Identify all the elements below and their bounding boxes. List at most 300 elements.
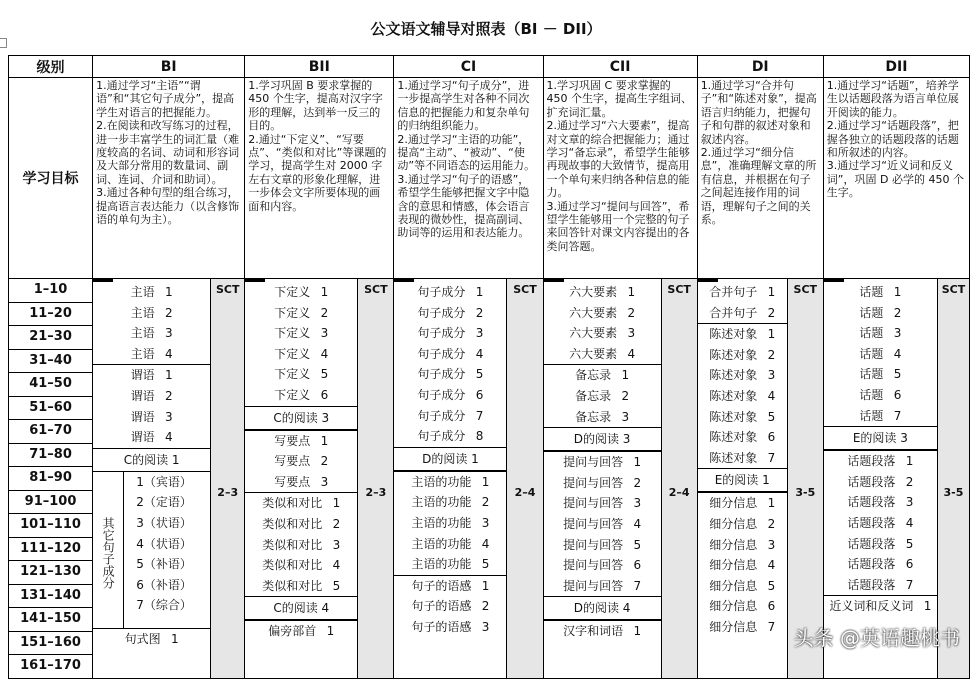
lesson-name: 话题段落: [847, 474, 896, 489]
goal-text: 2.通过学习“话题段落”，把握各独立的话题段落的话题和所叙述的内容。: [826, 119, 959, 160]
item-group: [93, 282, 210, 364]
syllabus-table: [8, 55, 970, 679]
lesson-name: 句子的语感: [411, 619, 472, 634]
lesson-name: 主语: [130, 305, 155, 320]
lesson-item: [394, 554, 506, 575]
lesson-item: [245, 282, 357, 303]
lesson-number: 5: [475, 367, 484, 382]
lesson-number: 3: [627, 326, 636, 341]
lesson-number: 1: [481, 474, 490, 489]
lesson-number: 3: [893, 326, 902, 341]
lesson-number: 2: [627, 305, 636, 320]
lesson-number: 2: [767, 305, 776, 320]
lesson-name: 陈述对象: [709, 347, 758, 362]
lesson-number: 2: [165, 305, 173, 320]
lesson-number: 3: [475, 326, 484, 341]
lesson-item: [824, 344, 937, 365]
header-row: [9, 56, 970, 78]
goal-text: 2.通过学习“六大要素”，提高对文章的综合把握能力；通过学习“备忘录”，希望学生能够再现故事的大致情节，提高用一个单句来归纳各种信息的能力。: [546, 119, 690, 200]
lesson-item: [245, 344, 357, 365]
goal-text: 1.通过学习“合并句子”和“陈述对象”，提高语言归纳能力，把握句子和句群的叙述对象和叙述内容。: [700, 79, 817, 146]
sct-range: 3-5: [795, 486, 816, 499]
lesson-item: [245, 472, 357, 493]
lesson-item: [544, 365, 661, 386]
lesson-name: 句子成分: [417, 326, 466, 341]
reading-item: D的阅读 3: [544, 427, 661, 451]
lesson-name: 类似和对比: [262, 496, 323, 511]
lesson-item: [698, 535, 787, 556]
lesson-number: 1: [767, 285, 776, 299]
item-group: [245, 282, 357, 406]
level-cell: 1–10: [9, 279, 92, 303]
lesson-item: [544, 386, 661, 407]
lesson-name: 陈述对象: [709, 388, 758, 403]
item-group: [394, 471, 506, 575]
lesson-item: [824, 406, 937, 427]
level-cell: 41–50: [9, 373, 92, 397]
lesson-item: [245, 364, 357, 385]
lessons-row: [9, 279, 970, 679]
lesson-item: [544, 407, 661, 428]
goal-text: 3.通过学习“近义词和反义词”，巩固 D 必学的 450 个生字。: [826, 159, 964, 200]
lesson-number: 5: [767, 409, 776, 424]
bi-sct: [211, 279, 245, 679]
lesson-number: 1: [633, 624, 642, 639]
lesson-name: 细分信息: [709, 619, 758, 634]
lesson-name: 六大要素: [569, 285, 618, 299]
level-cell: 71–80: [9, 444, 92, 468]
sct-range: 2–3: [365, 486, 387, 499]
lesson-item: [824, 513, 937, 534]
lesson-item: [394, 282, 506, 303]
lesson-item: [544, 344, 661, 365]
lesson-item: [245, 431, 357, 452]
ci-column: [394, 279, 507, 679]
sct-label: SCT: [941, 283, 966, 296]
goal-text: 3.通过学习“句子的语感”，希望学生能够把握文字中隐含的意思和情感，体会语言表现的微妙性，提高副词、助词等的运用和表达能力。: [397, 172, 530, 240]
lesson-number: 1: [320, 433, 329, 448]
lesson-number: 1: [171, 631, 179, 646]
lesson-item: [698, 493, 787, 514]
lesson-number: 5: [332, 578, 341, 593]
item-group: [245, 430, 357, 493]
lesson-name: 话题: [859, 326, 884, 341]
lesson-number: 5: [767, 578, 776, 593]
level-cell: 101–110: [9, 514, 92, 538]
lesson-number: 4: [475, 346, 484, 361]
lesson-name: 备忘录: [575, 388, 612, 403]
lesson-item: [245, 514, 357, 535]
lesson-name: 提问与回答: [563, 537, 624, 552]
lesson-number: 8: [475, 429, 484, 444]
lesson-name: 陈述对象: [709, 409, 758, 424]
lesson-item: [394, 303, 506, 324]
lesson-number: 3: [621, 409, 630, 424]
bi-column: [93, 279, 211, 679]
lesson-item: [544, 282, 661, 303]
lesson-name: 谓语: [130, 409, 155, 424]
lesson-name: 主语的功能: [411, 495, 472, 510]
lesson-name: 话题段落: [847, 495, 896, 510]
lesson-number: 7: [633, 578, 642, 593]
header-col: DI: [697, 56, 823, 78]
lesson-item: 4（状语）: [136, 536, 192, 551]
lesson-item: [245, 493, 357, 514]
lesson-item: [245, 303, 357, 324]
lesson-item: [93, 303, 210, 324]
header-level: 级别: [9, 56, 93, 78]
goal-cell: [93, 78, 245, 279]
goals-row: [9, 78, 970, 279]
item-group: [93, 628, 210, 650]
lesson-name: 主语的功能: [411, 474, 472, 489]
lesson-number: 1: [165, 285, 173, 299]
goal-label: 学习目标: [9, 78, 93, 279]
dii-sct: [937, 279, 969, 679]
reading-item: E的阅读 3: [824, 426, 937, 450]
lesson-name: 细分信息: [709, 599, 758, 614]
lesson-item: [698, 365, 787, 386]
lesson-number: 4: [627, 346, 636, 361]
lesson-item: [394, 406, 506, 427]
lesson-number: 6: [893, 387, 902, 402]
lesson-item: 6（补语）: [136, 577, 192, 592]
lesson-item: [824, 323, 937, 344]
item-group: [698, 282, 787, 323]
lesson-name: 写要点: [274, 474, 311, 489]
lesson-number: 4: [905, 515, 914, 530]
lesson-item: [698, 596, 787, 617]
lesson-name: 偏旁部首: [268, 624, 317, 639]
lesson-name: 主语的功能: [411, 536, 472, 551]
goal-cell: [697, 78, 823, 279]
lesson-number: 2: [621, 388, 630, 403]
lesson-number: 2: [320, 305, 329, 320]
level-cell: 161–170: [20, 658, 81, 673]
lesson-number: 5: [481, 557, 490, 572]
goal-cell: [394, 78, 543, 279]
lesson-number: 3: [767, 537, 776, 552]
lesson-name: 句子成分: [417, 285, 466, 299]
lesson-item: [698, 514, 787, 535]
lesson-name: 话题段落: [847, 536, 896, 551]
lesson-item: 2（定语）: [136, 495, 192, 510]
lesson-number: 3: [633, 496, 642, 511]
lesson-name: 合并句子: [709, 305, 758, 320]
lesson-item: [93, 282, 210, 303]
lesson-name: 细分信息: [709, 496, 758, 511]
lesson-name: 写要点: [274, 433, 311, 448]
item-group: [824, 450, 937, 595]
other-components-list: [124, 472, 204, 616]
lesson-number: 1: [475, 285, 484, 299]
item-group: [698, 492, 787, 637]
lesson-item: [93, 323, 210, 344]
lesson-item: [93, 344, 210, 365]
goal-cell: [823, 78, 969, 279]
lesson-number: 1: [905, 454, 914, 469]
lesson-name: 话题段落: [847, 577, 896, 592]
lesson-item: [245, 385, 357, 406]
lesson-number: 1: [923, 599, 932, 614]
lesson-item: [698, 407, 787, 428]
lesson-item: [824, 492, 937, 513]
goal-text: 1.通过学习“话题”，培养学生以话题段落为语言单位展开阅读的能力。: [826, 79, 959, 119]
lesson-name: 话题: [859, 305, 884, 320]
lesson-name: 句子成分: [417, 305, 466, 320]
lesson-name: 汉字和词语: [563, 624, 624, 639]
lesson-item: [698, 576, 787, 597]
lesson-item: [245, 535, 357, 556]
goal-cell: [245, 78, 394, 279]
lesson-item: [824, 472, 937, 493]
lesson-name: 提问与回答: [563, 558, 624, 573]
lesson-item: [245, 576, 357, 597]
lesson-name: 备忘录: [575, 409, 612, 424]
lesson-name: 句子的语感: [411, 599, 472, 614]
level-cell: 91–100: [9, 491, 92, 515]
lesson-item: [394, 596, 506, 617]
level-cell: 121–130: [9, 561, 92, 585]
lesson-name: 下定义: [274, 367, 311, 382]
lesson-item: [544, 493, 661, 514]
item-group: [394, 575, 506, 638]
lesson-item: [544, 323, 661, 344]
lesson-name: 陈述对象: [709, 450, 758, 465]
lesson-number: 2: [481, 495, 490, 510]
lesson-name: 主语的功能: [411, 557, 472, 572]
level-cell: 151–160: [9, 632, 92, 656]
other-components-label: 其它句子成分: [93, 472, 124, 628]
lesson-number: 6: [633, 558, 642, 573]
lesson-item: 7（综合）: [136, 598, 192, 613]
goal-text: 2.在阅读和改写练习的过程，进一步丰富学生的词汇量（难度较高的名词、动词和形容词及大部分常用的数量词、副词、连词、介词和助词）。: [96, 119, 240, 186]
goal-cell: [543, 78, 697, 279]
lesson-number: 1: [767, 327, 776, 342]
lesson-item: [394, 576, 506, 597]
level-cell: 131–140: [9, 585, 92, 609]
page-title: 公文语文辅导对照表（BI － DII）: [370, 20, 602, 38]
lesson-number: 3: [332, 537, 341, 552]
lesson-item: [544, 514, 661, 535]
lesson-item: [698, 345, 787, 366]
header-col: DII: [823, 56, 969, 78]
lesson-item: [824, 364, 937, 385]
lesson-name: 提问与回答: [563, 496, 624, 511]
lesson-name: 话题: [859, 285, 884, 299]
sct-range: 2–3: [217, 486, 239, 499]
lesson-item: [93, 407, 210, 428]
item-group: [698, 323, 787, 468]
lesson-number: 3: [767, 368, 776, 383]
goal-text: 1.学习巩固 C 要求掌握的 450 个生字，提高生字组词、扩充词汇量。: [546, 79, 693, 119]
lesson-item: [245, 555, 357, 576]
sct-label: SCT: [793, 283, 818, 296]
lesson-name: 提问与回答: [563, 516, 624, 531]
lesson-item: [394, 323, 506, 344]
lesson-item: [544, 576, 661, 597]
lesson-item: [698, 324, 787, 345]
lesson-name: 主语: [130, 346, 155, 361]
lesson-name: 句子成分: [417, 408, 466, 423]
lesson-name: 句子的语感: [411, 578, 472, 593]
lesson-number: 2: [905, 474, 914, 489]
di-column: [697, 279, 787, 679]
lesson-name: 谓语: [130, 388, 155, 403]
lesson-item: [245, 451, 357, 472]
lesson-name: 类似和对比: [262, 558, 323, 573]
lesson-name: 句子成分: [417, 387, 466, 402]
lesson-item: [544, 555, 661, 576]
sct-label: SCT: [513, 283, 537, 296]
lesson-item: [544, 620, 661, 642]
lesson-name: 陈述对象: [709, 327, 758, 342]
lesson-item: [93, 629, 210, 650]
goal-text: 1.学习巩固 B 要求掌握的 450 个生字，提高对汉字字形的理解，达到举一反三的目的。: [248, 79, 383, 133]
goal-text: 3.通过学习“提问与回答”，希望学生能够用一个完整的句子来回答针对课文内容提出的各类问答题。: [546, 199, 690, 253]
lesson-name: 话题: [859, 367, 884, 382]
lesson-name: 主语: [130, 285, 155, 299]
item-group: [544, 451, 661, 596]
lesson-number: 6: [767, 430, 776, 445]
lesson-number: 2: [475, 305, 484, 320]
lesson-name: 下定义: [274, 305, 311, 320]
lesson-number: 1: [481, 578, 490, 593]
lesson-item: [394, 426, 506, 447]
reading-item: C的阅读 4: [245, 596, 357, 620]
lesson-number: 2: [767, 516, 776, 531]
lesson-name: 话题段落: [847, 557, 896, 572]
lesson-number: 1: [633, 455, 642, 470]
lesson-name: 下定义: [274, 387, 311, 402]
lesson-name: 六大要素: [569, 305, 618, 320]
lesson-name: 谓语: [130, 430, 155, 445]
item-group: [544, 364, 661, 427]
other-components: [93, 472, 210, 628]
lesson-number: 1: [165, 368, 173, 383]
lesson-name: 类似和对比: [262, 516, 323, 531]
lesson-number: 3: [165, 326, 173, 341]
bii-sct: [358, 279, 394, 679]
lesson-item: [245, 323, 357, 344]
reading-item: D的阅读 1: [394, 447, 506, 471]
level-cell: 21–30: [9, 326, 92, 350]
lesson-name: 合并句子: [709, 285, 758, 299]
lesson-name: 细分信息: [709, 537, 758, 552]
lesson-item: [245, 620, 357, 642]
lesson-number: 2: [893, 305, 902, 320]
lesson-item: [698, 386, 787, 407]
lesson-name: 提问与回答: [563, 475, 624, 490]
lesson-number: 4: [320, 346, 329, 361]
level-cell: 81–90: [9, 467, 92, 491]
lesson-name: 下定义: [274, 346, 311, 361]
header-col: CII: [543, 56, 697, 78]
lesson-item: [93, 386, 210, 407]
lesson-name: 类似和对比: [262, 537, 323, 552]
level-column: [9, 279, 93, 679]
cii-sct: [661, 279, 697, 679]
lesson-number: 2: [633, 475, 642, 490]
lesson-item: [698, 555, 787, 576]
lesson-name: 话题: [859, 346, 884, 361]
lesson-number: 4: [332, 558, 341, 573]
goal-text: 1.通过学习“主语”“谓语”和“其它句子成分”，提高学生对语言的把握能力。: [96, 79, 235, 119]
lesson-item: [698, 427, 787, 448]
header-col: BII: [245, 56, 394, 78]
lesson-number: 5: [320, 367, 329, 382]
lesson-number: 4: [165, 346, 173, 361]
lesson-name: 句子成分: [417, 346, 466, 361]
lesson-item: [394, 385, 506, 406]
lesson-name: 句子成分: [417, 367, 466, 382]
item-group: [245, 492, 357, 596]
lesson-number: 7: [893, 408, 902, 423]
lesson-number: 4: [481, 536, 490, 551]
lesson-name: 下定义: [274, 326, 311, 341]
lesson-item: [394, 344, 506, 365]
lesson-item: [93, 365, 210, 386]
lesson-item: [698, 303, 787, 324]
lesson-item: [698, 282, 787, 303]
lesson-number: 1: [332, 496, 341, 511]
lesson-name: 谓语: [130, 368, 155, 383]
goal-text: 3.通过各种句型的组合练习，提高语言表达能力（以含修饰语的单句为主）。: [96, 186, 240, 227]
lesson-name: 提问与回答: [563, 455, 624, 470]
lesson-item: [394, 513, 506, 534]
level-cell: 141–150: [9, 608, 92, 632]
lesson-name: 细分信息: [709, 558, 758, 573]
lesson-number: 6: [767, 599, 776, 614]
lesson-name: 写要点: [274, 454, 311, 469]
lesson-item: [394, 364, 506, 385]
lesson-item: [698, 617, 787, 638]
lesson-number: 1: [326, 624, 335, 639]
lesson-number: 1: [767, 496, 776, 511]
sct-range: 3-5: [943, 486, 964, 499]
bii-column: [245, 279, 358, 679]
lesson-number: 4: [767, 388, 776, 403]
lesson-name: 提问与回答: [563, 578, 624, 593]
lesson-number: 3: [320, 326, 329, 341]
goal-text: 1.通过学习“句子成分”，进一步提高学生对各种不同次信息的把握能力和复杂单句的归纳组织能力。: [397, 79, 530, 133]
reading-item: C的阅读 3: [245, 406, 357, 430]
item-group: [93, 364, 210, 447]
lesson-number: 6: [475, 387, 484, 402]
lesson-number: 1: [627, 285, 636, 299]
lesson-name: 陈述对象: [709, 430, 758, 445]
sct-range: 2–4: [668, 486, 690, 499]
lesson-number: 2: [767, 347, 776, 362]
item-group: [824, 282, 937, 426]
lesson-name: 细分信息: [709, 578, 758, 593]
level-cell: 31–40: [9, 350, 92, 374]
goal-text: 2.通过“下定义”、“写要点”、“类似和对比”等课题的学习，提高学生对 2000 字左右文章的形象化理解，进一步体会文字所要体现的画面和内容。: [248, 132, 387, 213]
lesson-number: 3: [165, 409, 173, 424]
lesson-number: 7: [475, 408, 484, 423]
lesson-name: 主语的功能: [411, 515, 472, 530]
watermark: 头条 @英语趣桃书: [793, 626, 960, 650]
lesson-item: [824, 595, 937, 617]
lesson-number: 2: [481, 599, 490, 614]
sct-label: SCT: [215, 283, 240, 296]
lesson-number: 3: [481, 515, 490, 530]
lesson-item: [824, 451, 937, 472]
lesson-number: 2: [320, 454, 329, 469]
lesson-item: [394, 472, 506, 493]
lesson-number: 2: [332, 516, 341, 531]
lesson-item: [544, 473, 661, 494]
